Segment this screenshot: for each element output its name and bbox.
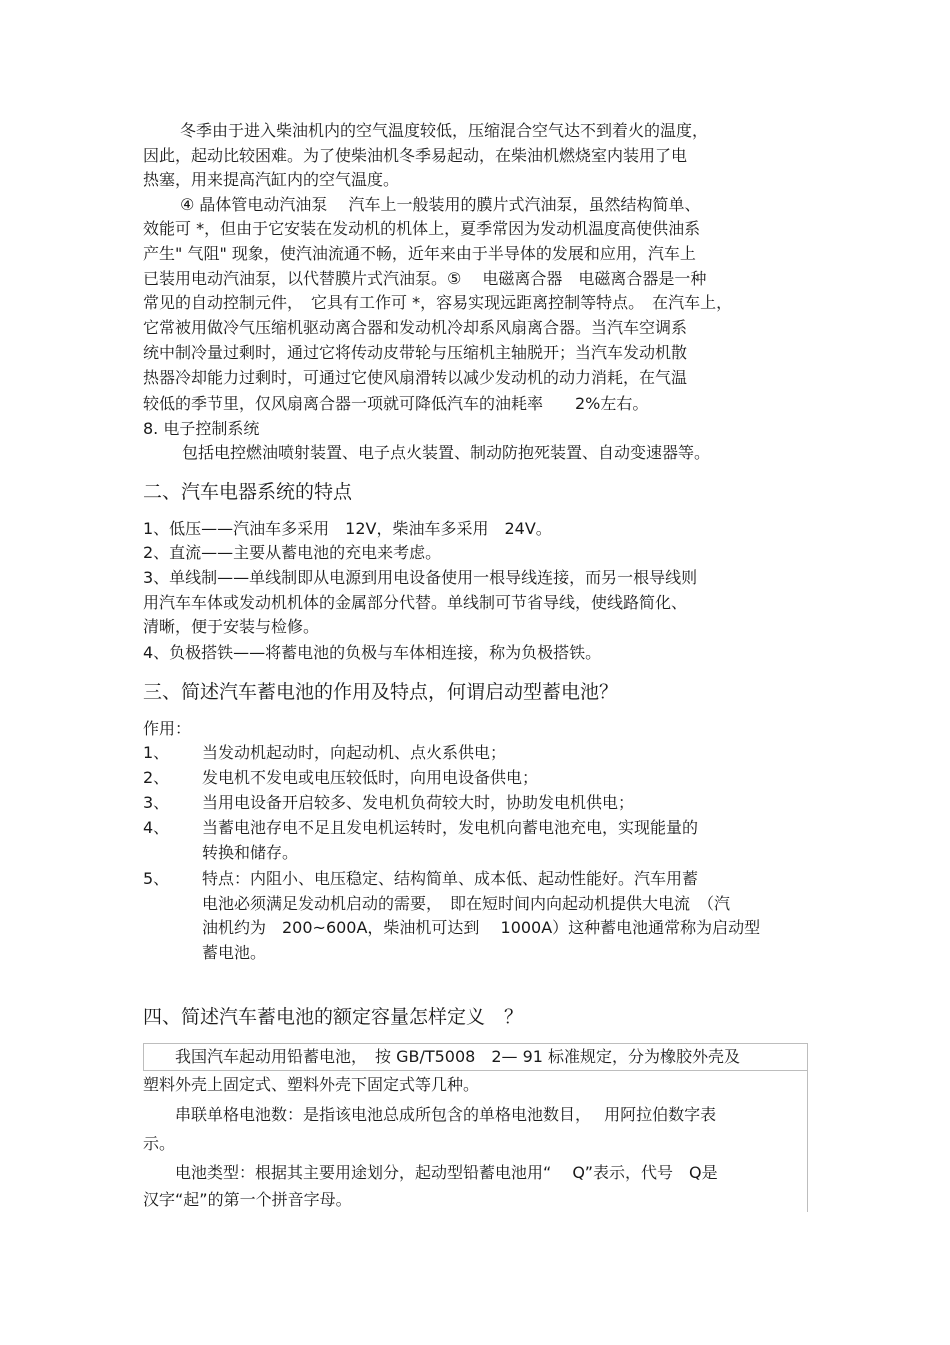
- list-item-continued: 转换和储存。: [202, 843, 299, 862]
- section-8-body: 包括电控燃油喷射装置、电子点火装置、制动防抱死装置、自动变速器等。: [182, 443, 711, 462]
- function-intro: 作用：: [143, 719, 192, 738]
- list-item: 当用电设备开启较多、发电机负荷较大时，协助发电机供电；: [202, 793, 635, 812]
- feature-line: 4、负极搭铁——将蓄电池的负极与车体相连接，称为负极搭铁。: [143, 643, 602, 662]
- capacity-line: 我国汽车起动用铅蓄电池， 按 GB/T5008 2— 91 标准规定，分为橡胶外壳及: [143, 1047, 741, 1066]
- list-number: 5、: [143, 869, 170, 888]
- list-item: 发电机不发电或电压较低时，向用电设备供电；: [202, 768, 539, 787]
- paragraph-line: 冬季由于进入柴油机内的空气温度较低，压缩混合空气达不到着火的温度，: [180, 121, 709, 140]
- list-item: 当发动机起动时，向起动机、点火系供电；: [202, 743, 507, 762]
- capacity-line: 塑料外壳上固定式、塑料外壳下固定式等几种。: [143, 1075, 480, 1094]
- paragraph-line: 统中制冷量过剩时，通过它将传动皮带轮与压缩机主轴脱开；当汽车发动机散: [143, 343, 688, 362]
- paragraph-line: 热塞，用来提高汽缸内的空气温度。: [143, 170, 400, 189]
- paragraph-line: ④ 晶体管电动汽油泵 汽车上一般装用的膜片式汽油泵，虽然结构简单、: [180, 195, 701, 214]
- capacity-line: 汉字“起”的第一个拼音字母。: [143, 1190, 352, 1209]
- paragraph-line: 效能可 *，但由于它安装在发动机的机体上，夏季常因为发动机温度高使供油系: [143, 219, 701, 238]
- paragraph-line: 因此，起动比较困难。为了使柴油机冬季易起动，在柴油机燃烧室内装用了电: [143, 146, 688, 165]
- paragraph-line: 它常被用做冷气压缩机驱动离合器和发动机冷却系风扇离合器。当汽车空调系: [143, 318, 688, 337]
- list-item-continued: 油机约为 200~600A，柴油机可达到 1000A）这种蓄电池通常称为启动型: [202, 918, 761, 937]
- list-item: 特点：内阻小、电压稳定、结构简单、成本低、起动性能好。汽车用蓄: [202, 869, 699, 888]
- feature-line: 用汽车车体或发动机机体的金属部分代替。单线制可节省导线，使线路简化、: [143, 593, 688, 612]
- heading-electrical-system-features: 二、汽车电器系统的特点: [143, 481, 353, 503]
- feature-line: 3、单线制——单线制即从电源到用电设备使用一根导线连接，而另一根导线则: [143, 568, 698, 587]
- paragraph-line: 热器冷却能力过剩时，可通过它使风扇滑转以减少发动机的动力消耗，在气温: [143, 368, 688, 387]
- section-8-title: 8. 电子控制系统: [143, 419, 260, 438]
- paragraph-line: 已装用电动汽油泵，以代替膜片式汽油泵。⑤ 电磁离合器 电磁离合器是一种: [143, 269, 707, 288]
- feature-line: 清晰，便于安装与检修。: [143, 617, 320, 636]
- heading-rated-capacity: 四、简述汽车蓄电池的额定容量怎样定义 ？: [143, 1006, 524, 1028]
- capacity-line: 示。: [143, 1134, 176, 1153]
- feature-line: 2、直流——主要从蓄电池的充电来考虑。: [143, 543, 442, 562]
- list-number: 2、: [143, 768, 170, 787]
- paragraph-line: 较低的季节里，仅风扇离合器一项就可降低汽车的油耗率 2%左右。: [143, 394, 649, 413]
- list-item-continued: 电池必须满足发动机启动的需要， 即在短时间内向起动机提供大电流 （汽: [202, 894, 731, 913]
- feature-line: 1、低压——汽油车多采用 12V，柴油车多采用 24V。: [143, 519, 552, 538]
- list-item-continued: 蓄电池。: [202, 943, 267, 962]
- text-frame: [143, 1043, 808, 1212]
- frame-divider: [143, 1070, 807, 1071]
- list-number: 3、: [143, 793, 170, 812]
- paragraph-line: 常见的自动控制元件， 它具有工作可 *，容易实现远距离控制等特点。 在汽车上，: [143, 293, 733, 312]
- list-number: 1、: [143, 743, 170, 762]
- capacity-line: 电池类型：根据其主要用途划分，起动型铅蓄电池用“ Q”表示，代号 Q是: [143, 1163, 718, 1182]
- capacity-line: 串联单格电池数：是指该电池总成所包含的单格电池数目， 用阿拉伯数字表: [143, 1105, 717, 1124]
- heading-battery-function: 三、简述汽车蓄电池的作用及特点，何谓启动型蓄电池？: [143, 681, 619, 703]
- paragraph-line: 产生" 气阻" 现象，使汽油流通不畅，近年来由于半导体的发展和应用，汽车上: [143, 244, 696, 263]
- list-item: 当蓄电池存电不足且发电机运转时，发电机向蓄电池充电，实现能量的: [202, 818, 699, 837]
- list-number: 4、: [143, 818, 170, 837]
